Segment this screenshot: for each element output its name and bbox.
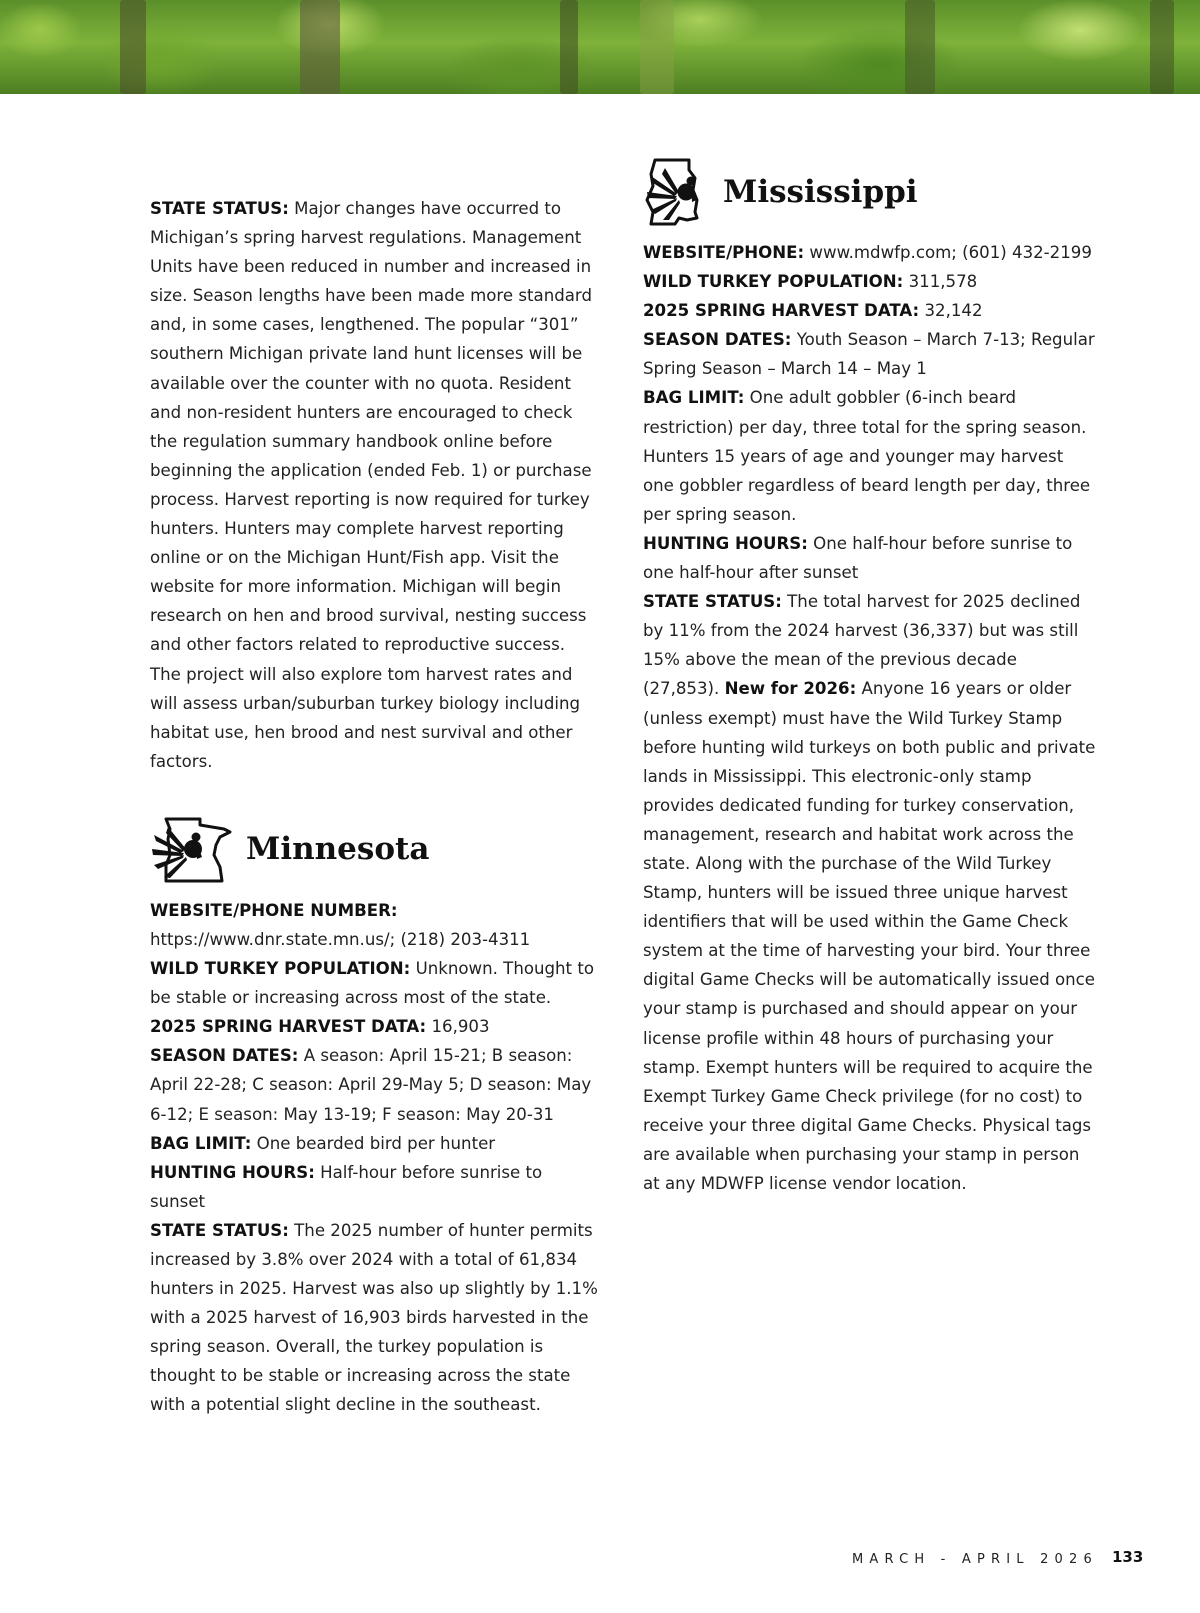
mississippi-state-status: STATE STATUS: The total harvest for 2025 declined by 11% from the 2024 harvest (36,337) but was still 15% above the mean of the previous decade (27,853). New for 2026: Anyone 16 years or older (unless exempt) must have the Wild Turkey Stamp before hunting wild turkeys on both public and private lands in Mississippi. This electronic-only stamp provides dedicated funding for turkey conservation, management, research and habitat work across the state. Along with the purchase of the Wild Turkey Stamp, hunters will be issued three unique harvest identifiers that will be used within the Game Check system at the time of harvesting your bird. Your three digital Game Checks will be automatically issued once your stamp is purchased and should appear on your license profile within 48 hours of purchasing your stamp. Exempt hunters will be required to acquire the Exempt Turkey Game Check privilege (for no cost) to receive your three digital Game Checks. Physical tags are available when purchasing your stamp in person at any MDWFP license vendor location.	[643, 592, 1096, 1193]
right-column	[643, 156, 1098, 1198]
minnesota-season-dates: SEASON DATES: A season: April 15-21; B season: April 22-28; C season: April 29-May 5; D season: May 6-12; E season: May 13-19; F season: May 20-31	[150, 1046, 592, 1124]
forest-banner-image	[0, 0, 1200, 94]
page-number: 133	[1112, 1548, 1144, 1566]
mississippi-season-dates: SEASON DATES: Youth Season – March 7-13; Regular Spring Season – March 14 – May 1	[643, 330, 1095, 379]
minnesota-hunting-hours: HUNTING HOURS: Half-hour before sunrise to sunset	[150, 1162, 543, 1211]
mississippi-new-text: Anyone 16 years or older (unless exempt) must have the Wild Turkey Stamp before hunting wild turkeys on both public and private lands in Mississippi. This electronic-only stamp provides dedicated funding for turkey conservation, management, research and habitat work across the state. Along with the purchase of the Wild Turkey Stamp, hunters will be issued three unique harvest identifiers that will be used within the Game Check system at the time of harvesting your bird. Your three digital Game Checks will be automatically issued once your stamp is purchased and should appear on your license profile within 48 hours of purchasing your stamp. Exempt hunters will be required to acquire the Exempt Turkey Game Check privilege (for no cost) to receive your three digital Game Checks. Physical tags are available when purchasing your stamp in person at any MDWFP license vendor location.	[643, 679, 1096, 1193]
mississippi-harvest: 2025 SPRING HARVEST DATA: 32,142	[643, 301, 983, 321]
minnesota-heading	[150, 814, 598, 886]
left-column	[150, 194, 598, 1420]
mississippi-title: Mississippi	[723, 173, 918, 210]
mississippi-turkey-icon	[643, 156, 709, 228]
mississippi-new-label: New for 2026:	[724, 679, 857, 699]
minnesota-state-status: STATE STATUS: The 2025 number of hunter permits increased by 3.8% over 2024 with a total of 61,834 hunters in 2025. Harvest was also up slightly by 1.1% with a 2025 harvest of 16,903 birds harvested in the spring season. Overall, the turkey population is thought to be stable or increasing across the state with a potential slight decline in the southeast.	[150, 1220, 598, 1415]
mississippi-hunting-hours: HUNTING HOURS: One half-hour before sunrise to one half-hour after sunset	[643, 533, 1073, 583]
minnesota-title: Minnesota	[246, 831, 430, 868]
minnesota-population: WILD TURKEY POPULATION: Unknown. Thought to be stable or increasing across most of the state.	[150, 959, 594, 1008]
minnesota-website: WEBSITE/PHONE NUMBER: https://www.dnr.state.mn.us/; (218) 203-4311	[150, 900, 531, 949]
mississippi-population: WILD TURKEY POPULATION: 311,578	[643, 272, 978, 292]
mississippi-website: WEBSITE/PHONE: www.mdwfp.com; (601) 432-2199	[643, 243, 1092, 262]
michigan-state-status: STATE STATUS: Major changes have occurred to Michigan’s spring harvest regulations. Management Units have been reduced in number and increased in size. Season lengths have been made more standard and, in some cases, lengthened. The popular “301” southern Michigan private land hunt licenses will be available over the counter with no quota. Resident and non-resident hunters are encouraged to check the regulation summary handbook online before beginning the application (ended Feb. 1) or purchase process. Harvest reporting is now required for turkey hunters. Hunters may complete harvest reporting online or on the Michigan Hunt/Fish app. Visit the website for more information. Michigan will begin research on hen and brood survival, nesting success and other factors related to reproductive success. The project will also explore tom harvest rates and will assess urban/suburban turkey biology including habitat use, hen brood and nest survival and other factors.	[150, 199, 592, 771]
issue-date: MARCH - APRIL 2026	[852, 1552, 1098, 1567]
minnesota-bag-limit: BAG LIMIT: One bearded bird per hunter	[150, 1133, 496, 1153]
mississippi-bag-limit: BAG LIMIT: One adult gobbler (6-inch beard restriction) per day, three total for the spring season. Hunters 15 years of age and younger may harvest one gobbler regardless of beard length per day, three per spring season.	[643, 388, 1091, 524]
mississippi-heading	[643, 156, 1098, 228]
minnesota-harvest: 2025 SPRING HARVEST DATA: 16,903	[150, 1017, 490, 1037]
minnesota-turkey-icon	[150, 815, 232, 885]
